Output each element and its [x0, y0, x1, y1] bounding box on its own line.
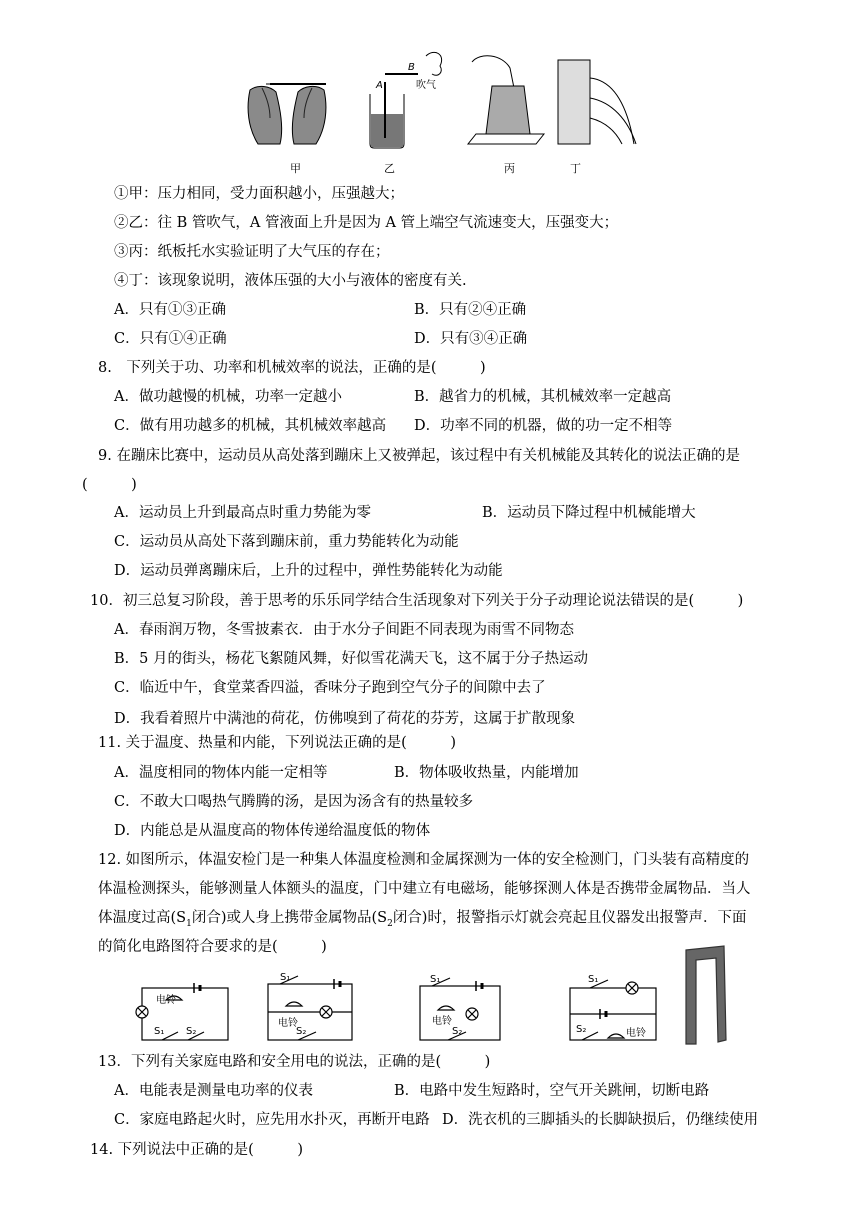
q10-option-d: D．我看着照片中满池的荷花，仿佛嗅到了荷花的芬芳，这属于扩散现象	[114, 711, 576, 727]
s2-label-d: S₂	[576, 1024, 587, 1035]
q12-sub-2: 2	[387, 918, 393, 929]
q7-statement-1: ①甲：压力相同，受力面积越小，压强越大；	[114, 186, 404, 202]
q14-stem: 14. 下列说法中正确的是( )	[90, 1142, 303, 1158]
s2-label-c: S₂	[452, 1026, 463, 1037]
circuit-diagrams	[130, 944, 730, 1046]
q12-stem-line-2: 体温检测探头，能够测量人体额头的温度，门中建立有电磁场，能够探测人体是否携带金属物品．当人	[98, 881, 751, 897]
label-blow: 吹气	[416, 80, 436, 91]
q12-stem-line-3	[98, 908, 746, 934]
q12-line3-part-a: 体温度过高(S	[98, 910, 187, 926]
q10-stem: 10．初三总复习阶段，善于思考的乐乐同学结合生活现象对下列关于分子动理论说法错误的是( )	[90, 593, 744, 609]
label-b: B	[408, 62, 415, 73]
q7-statement-3: ③丙：纸板托水实验证明了大气压的存在；	[114, 244, 390, 260]
q8-option-b: B．越省力的机械，其机械效率一定越高	[414, 389, 672, 405]
q9-option-c: C．运动员从高处下落到蹦床前，重力势能转化为动能	[114, 534, 459, 550]
q13-option-a: A．电能表是测量电功率的仪表	[114, 1083, 313, 1099]
s1-label-a: S₁	[154, 1026, 165, 1037]
q9-stem-line-1: 9. 在蹦床比赛中，运动员从高处落到蹦床上又被弹起，该过程中有关机械能及其转化的说法正确的是	[98, 448, 740, 464]
figure-yi-beaker	[370, 52, 442, 148]
q11-option-b: B．物体吸收热量，内能增加	[394, 765, 579, 781]
bell-label-d: 电铃	[626, 1028, 646, 1039]
figure-jia-hands-pencil	[248, 84, 326, 144]
caption-jia: 甲	[290, 162, 301, 175]
q12-stem-line-4: 的简化电路图符合要求的是( )	[98, 939, 327, 955]
bell-label-a: 电铃	[156, 995, 176, 1006]
q13-option-c: C．家庭电路起火时，应先用水扑灭，再断开电路	[114, 1112, 430, 1128]
figure-ding-water-column	[558, 60, 636, 144]
pressure-experiments-figure	[240, 48, 660, 180]
circuit-a	[136, 983, 228, 1040]
q8-stem: 8. 下列关于功、功率和机械效率的说法，正确的是( )	[98, 360, 486, 376]
caption-bing: 丙	[504, 162, 515, 175]
bell-label-c: 电铃	[432, 1016, 452, 1027]
q13-option-d: D．洗衣机的三脚插头的长脚缺损后，仍继续使用	[442, 1112, 759, 1128]
q10-option-a: A．春雨润万物，冬雪披素衣．由于水分子间距不同表现为雨雪不同物态	[114, 622, 574, 638]
q7-option-c: C．只有①④正确	[114, 331, 227, 347]
q7-statement-2: ②乙：往 B 管吹气，A 管液面上升是因为 A 管上端空气流速变大，压强变大；	[114, 215, 619, 231]
q7-option-a: A．只有①③正确	[114, 302, 226, 318]
q10-option-c: C．临近中午，食堂菜香四溢，香味分子跑到空气分子的间隙中去了	[114, 680, 546, 696]
q7-option-d: D．只有③④正确	[414, 331, 528, 347]
q11-option-c: C．不敢大口喝热气腾腾的汤，是因为汤含有的热量较多	[114, 794, 474, 810]
q9-option-d: D．运动员弹离蹦床后，上升的过程中，弹性势能转化为动能	[114, 563, 503, 579]
q7-statement-4: ④丁：该现象说明，液体压强的大小与液体的密度有关.	[114, 273, 467, 289]
s1-label-d: S₁	[588, 974, 599, 985]
q8-option-c: C．做有用功越多的机械，其机械效率越高	[114, 418, 387, 434]
label-a: A	[376, 80, 383, 91]
q11-stem: 11. 关于温度、热量和内能，下列说法正确的是( )	[98, 735, 456, 751]
q9-option-b: B．运动员下降过程中机械能增大	[482, 505, 696, 521]
caption-ding: 丁	[570, 162, 581, 175]
q13-stem: 13．下列有关家庭电路和安全用电的说法，正确的是( )	[98, 1054, 491, 1070]
q13-option-b: B．电路中发生短路时，空气开关跳闸，切断电路	[394, 1083, 710, 1099]
q10-option-b: B．5 月的街头，杨花飞絮随风舞，好似雪花满天飞，这不属于分子热运动	[114, 651, 588, 667]
q8-option-d: D．功率不同的机器，做的功一定不相等	[414, 418, 673, 434]
security-gate-image	[686, 946, 726, 1044]
q11-option-d: D．内能总是从温度高的物体传递给温度低的物体	[114, 823, 431, 839]
q8-option-a: A．做功越慢的机械，功率一定越小	[114, 389, 342, 405]
q12-line3-part-b: 闭合)或人身上携带金属物品(S	[191, 910, 388, 926]
q7-option-b: B．只有②④正确	[414, 302, 527, 318]
q9-stem-line-2: ( )	[82, 477, 137, 493]
figure-bing-cup	[468, 56, 544, 144]
caption-yi: 乙	[384, 162, 395, 175]
bell-label-b: 电铃	[278, 1018, 298, 1029]
q12-sub-1: 1	[186, 918, 192, 929]
q11-option-a: A．温度相同的物体内能一定相等	[114, 765, 328, 781]
s1-label-c: S₁	[430, 974, 441, 985]
s2-label-b: S₂	[296, 1026, 307, 1037]
circuit-b	[268, 976, 352, 1040]
q12-stem-line-1: 12. 如图所示，体温安检门是一种集人体温度检测和金属探测为一体的安全检测门，门头装有高精度的	[98, 852, 750, 868]
q12-line3-part-c: 闭合)时，报警指示灯就会亮起且仪器发出报警声．下面	[392, 910, 747, 926]
s1-label-b: S₁	[280, 972, 291, 983]
q9-option-a: A．运动员上升到最高点时重力势能为零	[114, 505, 371, 521]
s2-label-a: S₂	[186, 1026, 197, 1037]
